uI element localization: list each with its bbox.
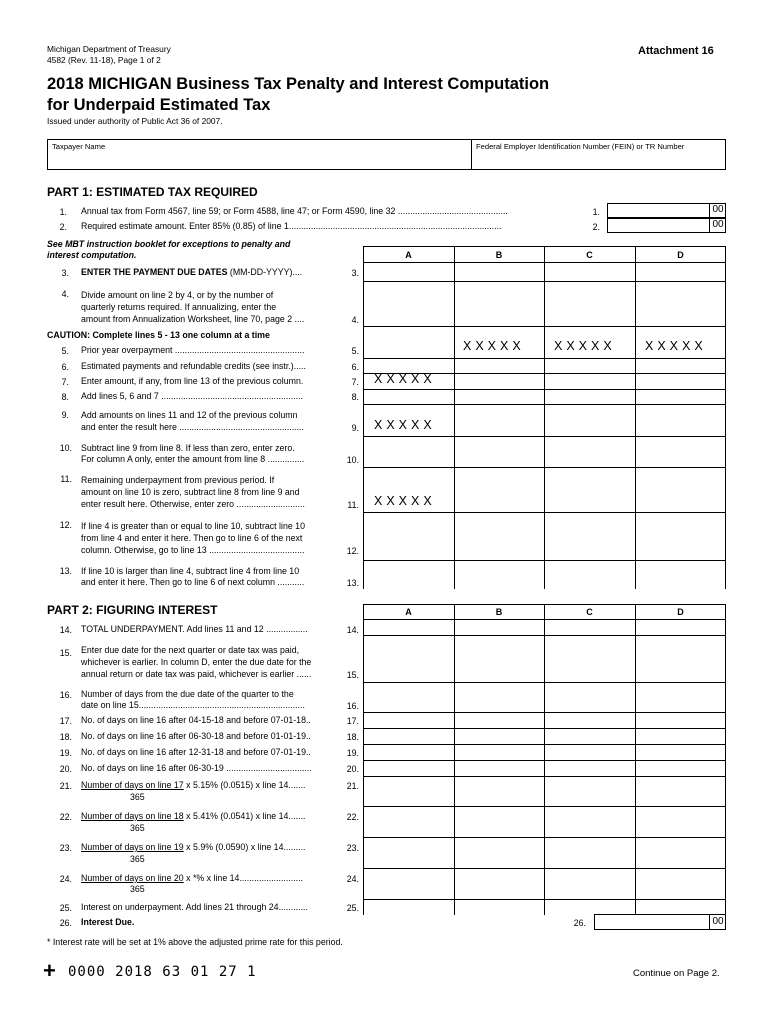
line4-number: 4. (61, 289, 69, 299)
line5-number: 5. (61, 346, 69, 356)
line8-ref: 8. (351, 392, 359, 402)
line16-ref: 16. (346, 701, 359, 711)
line21-ref: 21. (346, 781, 359, 791)
line16-text1: Number of days from the due date of the quarter to the (81, 689, 294, 699)
line12-text3: column. Otherwise, go to line 13 ....................................... (81, 545, 305, 555)
line15-text2: whichever is earlier. In column D, enter the due date for the (81, 657, 312, 667)
part1-col-c-header: C (586, 250, 593, 260)
line2-cents: 00 (709, 218, 726, 233)
line16-number: 16. (59, 690, 72, 700)
line2-ref: 2. (592, 222, 600, 232)
line26-text (81, 917, 134, 929)
line5-col-c-xmark: XXXXX (554, 339, 616, 353)
line4-text1: Divide amount on line 2 by 4, or by the number of (81, 290, 274, 300)
line11-col-a-xmark: XXXXX (374, 494, 436, 508)
form-barcode-number: 0000 2018 63 01 27 1 (68, 964, 257, 980)
line26-ref: 26. (573, 918, 586, 928)
continue-note: Continue on Page 2. (633, 968, 720, 979)
authority-note: Issued under authority of Public Act 36 of 2007. (47, 116, 223, 126)
line25-text: Interest on underpayment. Add lines 21 through 24............ (81, 902, 308, 912)
line3-number: 3. (61, 268, 69, 278)
line2-number: 2. (59, 222, 67, 232)
line14-number: 14. (59, 625, 72, 635)
line17-text: No. of days on line 16 after 04-15-18 and before 07-01-18.. (81, 715, 311, 725)
line14-ref: 14. (346, 625, 359, 635)
line10-ref: 10. (346, 455, 359, 465)
line23-denominator: 365 (130, 854, 145, 864)
fein-field[interactable] (471, 139, 726, 170)
line17-number: 17. (59, 716, 72, 726)
line15-ref: 15. (346, 670, 359, 680)
part1-col-d-header: D (677, 250, 684, 260)
line26-cents: 00 (709, 914, 726, 930)
taxpayer-name-label: Taxpayer Name (52, 142, 106, 151)
line24-ref: 24. (346, 874, 359, 884)
line6-text: Estimated payments and refundable credits (see instr.)..... (81, 361, 306, 371)
line3-ref: 3. (351, 268, 359, 278)
line21-numerator: Number of days on line 17 (81, 780, 184, 790)
line12-ref: 12. (346, 546, 359, 556)
line12-number: 12. (59, 520, 72, 530)
line7-number: 7. (61, 377, 69, 387)
line24-numerator: Number of days on line 20 (81, 873, 184, 883)
interest-rate-footnote: * Interest rate will be set at 1% above the adjusted prime rate for this period. (47, 937, 343, 947)
part2-col-d-header: D (677, 607, 684, 617)
line25-ref: 25. (346, 903, 359, 913)
line15-text1: Enter due date for the next quarter or date tax was paid, (81, 645, 300, 655)
line23-number: 23. (59, 843, 72, 853)
line2-text: Required estimate amount. Enter 85% (0.85) of line 1....................................................................................... (81, 221, 502, 231)
part2-col-b-header: B (495, 607, 503, 617)
line4-text3: amount from Annualization Worksheet, line 70, page 2 .... (81, 314, 305, 324)
line13-text2: and enter it here. Then go to line 6 of next column ........... (81, 577, 305, 587)
line21-tail: x 5.15% (0.0515) x line 14....... (183, 780, 306, 790)
line9-text2: and enter the result here ................................................... (81, 422, 304, 432)
line15-number: 15. (59, 648, 72, 658)
line22-denominator: 365 (130, 823, 145, 833)
line12-text2: from line 4 and enter it here. Then go to line 6 of the next (81, 533, 303, 543)
line18-number: 18. (59, 732, 72, 742)
line22-numerator: Number of days on line 18 (81, 811, 184, 821)
line3-text (81, 267, 302, 279)
line1-cents: 00 (709, 203, 726, 218)
line17-ref: 17. (346, 716, 359, 726)
line4-ref: 4. (351, 315, 359, 325)
form-title-line2: for Underpaid Estimated Tax (47, 96, 271, 114)
line11-number: 11. (60, 474, 72, 484)
line11-text3: enter result here. Otherwise, enter zero ............................ (81, 499, 305, 509)
line21-number: 21. (59, 781, 72, 791)
line26-label: Interest Due. (81, 917, 135, 927)
line22-tail: x 5.41% (0.0541) x line 14....... (183, 811, 306, 821)
line19-ref: 19. (346, 748, 359, 758)
line11-ref: 11. (347, 500, 359, 510)
line24-number: 24. (59, 874, 72, 884)
part1-col-b-header: B (495, 250, 503, 260)
exceptions-note-line1: See MBT instruction booklet for exceptions to penalty and (47, 239, 291, 249)
line13-text1: If line 10 is larger than line 4, subtract line 4 from line 10 (81, 566, 300, 576)
line11-text2: amount on line 10 is zero, subtract line 8 from line 9 and (81, 487, 300, 497)
line13-ref: 13. (346, 578, 359, 588)
plus-mark: + (43, 958, 56, 983)
line16-text2: date on line 15.................................................................... (81, 700, 305, 710)
line21-text (81, 780, 305, 792)
fein-label: Federal Employer Identification Number (FEIN) or TR Number (476, 142, 685, 151)
line1-number: 1. (59, 207, 67, 217)
line3-text-tail: (MM-DD-YYYY).... (227, 267, 303, 277)
line5-text: Prior year overpayment ..................................................... (81, 345, 305, 355)
line19-number: 19. (59, 748, 72, 758)
line7-ref: 7. (351, 377, 359, 387)
line12-text1: If line 4 is greater than or equal to line 10, subtract line 10 (81, 521, 305, 531)
part1-col-a-header: A (405, 250, 412, 260)
department-name: Michigan Department of Treasury (47, 44, 171, 54)
line9-ref: 9. (351, 423, 359, 433)
part2-title: PART 2: FIGURING INTEREST (47, 603, 218, 617)
caution-note: CAUTION: Complete lines 5 - 13 one column at a time (47, 330, 270, 340)
line8-text: Add lines 5, 6 and 7 .......................................................... (81, 391, 303, 401)
line24-tail: x *% x line 14.......................... (183, 873, 303, 883)
line6-number: 6. (61, 362, 69, 372)
exceptions-note-line2: interest computation. (47, 250, 137, 260)
line23-numerator: Number of days on line 19 (81, 842, 184, 852)
line23-text (81, 842, 305, 854)
line1-text: Annual tax from Form 4567, line 59; or Form 4588, line 47; or Form 4590, line 32 ............................................. (81, 206, 508, 216)
line22-text (81, 811, 305, 823)
line5-ref: 5. (351, 346, 359, 356)
part2-col-c-header: C (586, 607, 593, 617)
line9-text1: Add amounts on lines 11 and 12 of the previous column (81, 410, 298, 420)
line9-col-a-xmark: XXXXX (374, 418, 436, 432)
line20-ref: 20. (346, 764, 359, 774)
line1-ref: 1. (592, 207, 600, 217)
line23-ref: 23. (346, 843, 359, 853)
line14-text: TOTAL UNDERPAYMENT. Add lines 11 and 12 ................. (81, 624, 308, 634)
line15-text3: annual return or date tax was paid, whichever is earlier ...... (81, 669, 312, 679)
line9-number: 9. (61, 410, 69, 420)
line24-denominator: 365 (130, 884, 145, 894)
form-title-line1: 2018 MICHIGAN Business Tax Penalty and Interest Computation (47, 75, 550, 93)
line20-text: No. of days on line 16 after 06-30-19 ................................... (81, 763, 312, 773)
line6-ref: 6. (351, 362, 359, 372)
line11-text1: Remaining underpayment from previous period. If (81, 475, 275, 485)
line21-denominator: 365 (130, 792, 145, 802)
line7-text: Enter amount, if any, from line 13 of the previous column. (81, 376, 304, 386)
line25-number: 25. (59, 903, 72, 913)
line23-tail: x 5.9% (0.0590) x line 14......... (183, 842, 306, 852)
line18-text: No. of days on line 16 after 06-30-18 and before 01-01-19.. (81, 731, 311, 741)
line3-text-bold: ENTER THE PAYMENT DUE DATES (81, 267, 228, 277)
attachment-number: Attachment 16 (638, 45, 714, 57)
line8-number: 8. (61, 392, 69, 402)
line20-number: 20. (59, 764, 72, 774)
part2-col-a-header: A (405, 607, 412, 617)
taxpayer-name-field[interactable] (47, 139, 472, 170)
line5-col-d-xmark: XXXXX (645, 339, 707, 353)
line18-ref: 18. (346, 732, 359, 742)
line7-col-a-xmark: XXXXX (374, 372, 436, 386)
line13-number: 13. (59, 566, 72, 576)
line10-text1: Subtract line 9 from line 8. If less than zero, enter zero. (81, 443, 295, 453)
line22-ref: 22. (346, 812, 359, 822)
line10-text2: For column A only, enter the amount from line 8 ............... (81, 454, 305, 464)
line24-text (81, 873, 303, 885)
form-revision: 4582 (Rev. 11-18), Page 1 of 2 (47, 55, 161, 65)
line22-number: 22. (59, 812, 72, 822)
line5-col-b-xmark: XXXXX (463, 339, 525, 353)
line26-number: 26. (59, 918, 72, 928)
line10-number: 10. (59, 443, 72, 453)
part1-title: PART 1: ESTIMATED TAX REQUIRED (47, 185, 258, 199)
line4-text2: quarterly returns required. If annualizing, enter the (81, 302, 277, 312)
line19-text: No. of days on line 16 after 12-31-18 and before 07-01-19.. (81, 747, 311, 757)
line26-amount-field[interactable] (594, 914, 726, 930)
